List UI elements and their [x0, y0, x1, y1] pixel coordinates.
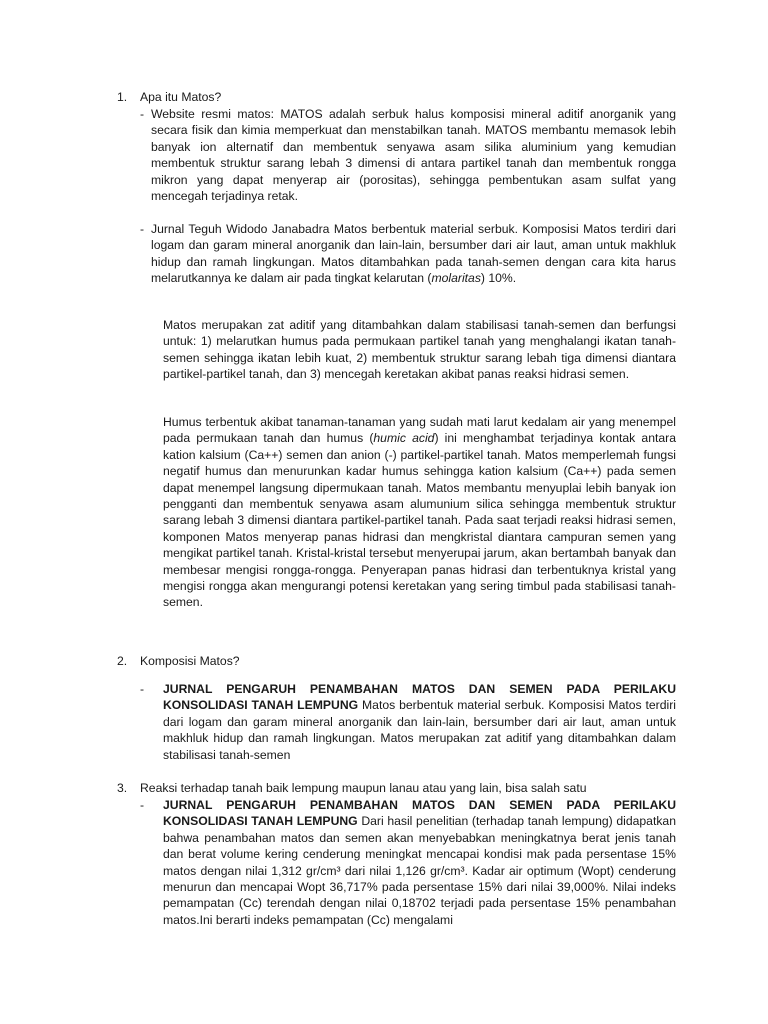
bullet-dash: -: [140, 682, 145, 696]
paragraph-text: Matos berbentuk material serbuk. Komposisi Matos terdiri dari logam dan garam mineral anorganik dan lain-lain, bersumber dari air laut, aman untuk makhluk hidup dan ramah lingkungan. Matos ditambahkan pada tanah-semen dengan cara kita harus melarutkannya ke dalam air pada tingkat kelarutan (: [151, 222, 676, 286]
paragraph-text: MATOS adalah serbuk halus komposisi mineral aditif anorganik yang secara fisik dan kimia memperkuat dan menstabilkan tanah. MATOS membantu memasok lebih banyak ion alternatif dan membentuk senyawa asam silika aluminium yang kemudian membentuk struktur sarang lebah 3 dimensi di antara partikel tanah dan membentuk rongga mikron yang dapat menyerap air (porositas), sehingga pembentukan asam sulfat yang mencegah terjadinya retak.: [151, 107, 676, 204]
paragraph-italic: humic acid: [373, 431, 435, 446]
bullet-dash: -: [140, 222, 145, 236]
paragraph-matos-fungsi: Matos merupakan zat aditif yang ditambahkan dalam stabilisasi tanah-semen dan berfungsi untuk: 1) melarutkan humus pada permukaan partikel tanah yang menghalangi ikatan tanah-semen sehingga ikatan lebih kuat, 2) membentuk struktur sarang lebah tiga dimensi diantara partikel-partikel tanah, dan 3) mencegah keretakan akibat panas reaksi hidrasi semen.: [163, 318, 676, 382]
paragraph-text: ) ini menghambat terjadinya kontak antara kation kalsium (Ca++) semen dan anion (-) partikel-partikel tanah. Matos memperlemah fungsi negatif humus dan menurunkan kadar humus sehingga kation kalsium (Ca++) pada semen dapat menempel langsung dipermukaan tanah. Matos membantu menyuplai lebih banyak ion pengganti dan membentuk senyawa asam alumunium silica sehingga membentuk struktur sarang lebah 3 dimensi diantara partikel-partikel tanah. Pada saat terjadi reaksi hidrasi semen, komponen Matos menyerap panas hidrasi dan mengkristal diantara campuran semen yang mengikat partikel tanah. Kristal-kristal tersebut menyerupai jarum, akan bertambah banyak dan membesar mengisi rongga-rongga. Penyerapan panas hidrasi dan terbentuknya kristal yang mengisi rongga akan mengurangi potensi keretakan yang sering timbul pada stabilisasi tanah-semen.: [163, 431, 676, 610]
bullet-dash: -: [140, 798, 145, 812]
paragraph-text: ) 10%.: [480, 271, 517, 286]
paragraph-lead: Website resmi matos:: [151, 107, 274, 121]
section-heading: Komposisi Matos?: [140, 654, 240, 668]
paragraph-text: Dari hasil penelitian (terhadap tanah lempung) didapatkan bahwa penambahan matos dan semen akan menyebabkan meningkatnya berat jenis tanah dan berat volume kering cenderung meningkat mencapai kondisi mak pada persentase 15% matos dengan nilai 1,312 gr/cm³ dari nilai 1,126 gr/cm³. Kadar air optimum (Wopt) cenderung menurun dan mencapai Wopt 36,717% pada persentase 15% dari nilai 39,000%. Nilai indeks pemampatan (Cc) terendah dengan nilai 0,18702 terjadi pada persentase 15% penambahan matos.Ini berarti indeks pemampatan (Cc) mengalami: [163, 814, 676, 927]
paragraph-text: Humus terbentuk akibat tanaman-tanaman yang sudah mati larut kedalam air yang menempel pada permukaan tanah dan humus (: [163, 415, 676, 446]
paragraph-lead: Jurnal Teguh Widodo Janabadra: [151, 222, 330, 236]
section-number: 3.: [117, 781, 128, 795]
section-heading: Apa itu Matos?: [140, 90, 222, 104]
paragraph-humus: [163, 414, 676, 611]
paragraph-lead: JURNAL PENGARUH PENAMBAHAN MATOS DAN SEMEN PADA PERILAKU KONSOLIDASI TANAH LEMPUNG: [163, 798, 676, 829]
bullet-dash: -: [140, 107, 145, 121]
paragraph-italic: molaritas: [431, 271, 481, 286]
paragraph-reaksi: [163, 797, 676, 928]
section-heading: Reaksi terhadap tanah baik lempung maupun lanau atau yang lain, bisa salah satu: [140, 781, 587, 795]
section-number: 1.: [117, 90, 128, 104]
paragraph-jurnal-teguh: [151, 221, 676, 287]
paragraph-website: [151, 106, 676, 204]
paragraph-komposisi: [163, 681, 676, 763]
paragraph-text: Matos berbentuk material serbuk. Komposisi Matos terdiri dari logam dan garam mineral anorganik dan lain-lain, bersumber dari air laut, aman untuk makhluk hidup dan ramah lingkungan. Matos merupakan zat aditif yang ditambahkan dalam stabilisasi tanah-semen: [163, 698, 676, 762]
section-number: 2.: [117, 654, 128, 668]
paragraph-lead: JURNAL PENGARUH PENAMBAHAN MATOS DAN SEMEN PADA PERILAKU KONSOLIDASI TANAH LEMPUNG: [163, 682, 676, 713]
